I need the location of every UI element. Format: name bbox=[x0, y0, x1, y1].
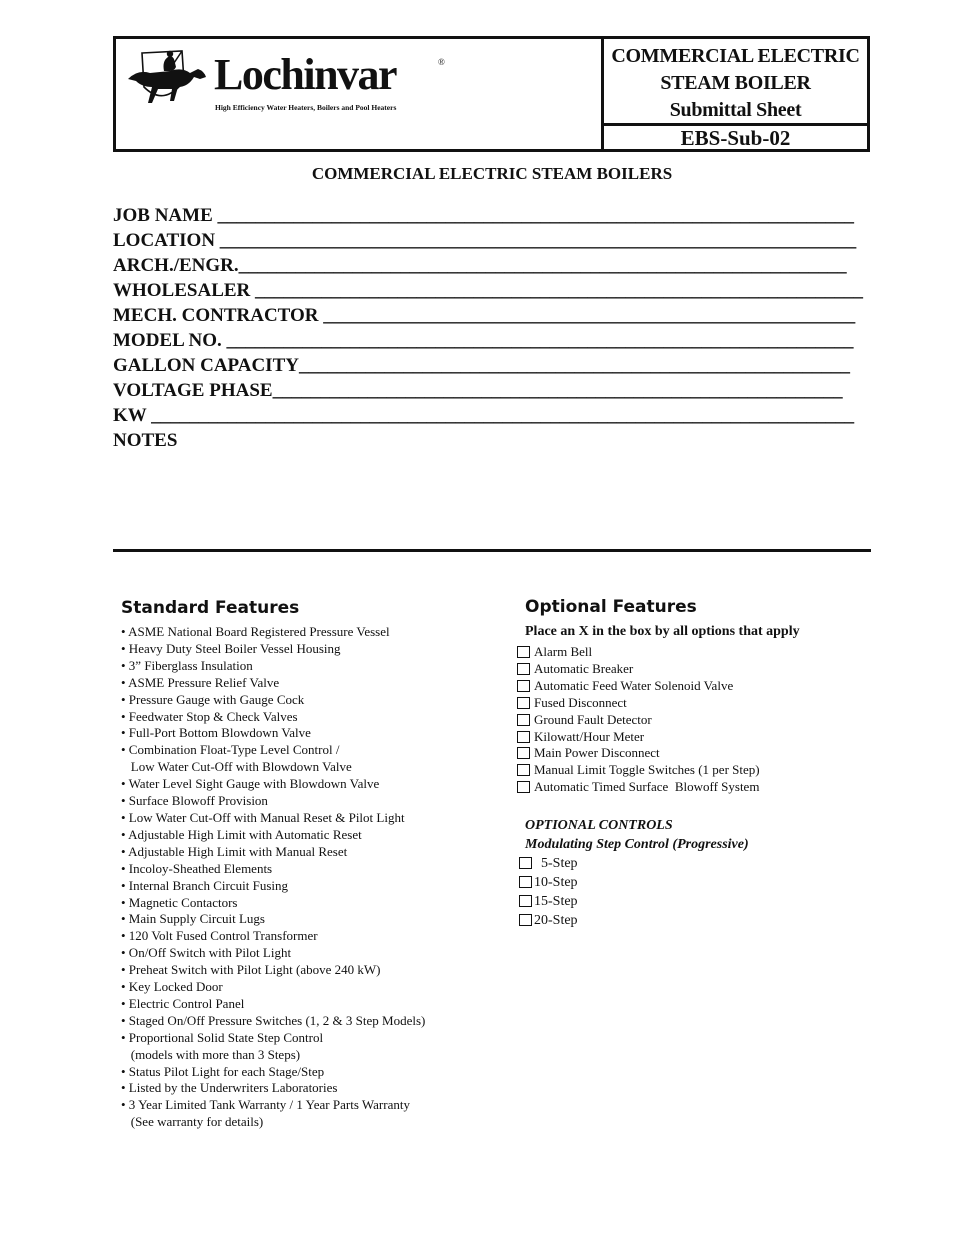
optional-controls-subtitle: Modulating Step Control (Progressive) bbox=[525, 837, 749, 852]
list-item bbox=[519, 892, 578, 911]
list-item: • Combination Float-Type Level Control / bbox=[121, 742, 340, 758]
list-item bbox=[517, 762, 760, 779]
list-item: • Staged On/Off Pressure Switches (1, 2 & 3 Step Models) bbox=[121, 1012, 426, 1028]
step-label: 15-Step bbox=[534, 894, 578, 909]
list-item: Low Water Cut-Off with Blowdown Valve bbox=[121, 759, 352, 775]
option-label: Automatic Timed Surface Blowoff System bbox=[534, 779, 760, 795]
step-checkbox[interactable] bbox=[519, 914, 532, 926]
step-control-list bbox=[519, 854, 578, 930]
field-location[interactable]: LOCATION ___________________________________________________________________ bbox=[113, 230, 857, 251]
list-item: • Feedwater Stop & Check Valves bbox=[121, 708, 298, 724]
option-label: Automatic Breaker bbox=[534, 660, 634, 676]
option-label: Manual Limit Toggle Switches (1 per Step) bbox=[534, 762, 760, 778]
list-item bbox=[517, 779, 760, 796]
list-item: • ASME Pressure Relief Valve bbox=[121, 674, 280, 690]
lochinvar-logo bbox=[124, 47, 454, 113]
option-label: Alarm Bell bbox=[534, 644, 593, 659]
step-checkbox[interactable] bbox=[519, 876, 532, 888]
option-label: Kilowatt/Hour Meter bbox=[534, 728, 645, 744]
list-item: (See warranty for details) bbox=[121, 1114, 264, 1130]
option-label: Ground Fault Detector bbox=[534, 711, 652, 727]
option-label: Fused Disconnect bbox=[534, 694, 627, 710]
field-mech-contractor[interactable]: MECH. CONTRACTOR ________________________________________________________ bbox=[113, 305, 856, 326]
title-area bbox=[601, 39, 867, 149]
list-item: • Full-Port Bottom Blowdown Valve bbox=[121, 725, 311, 741]
optional-features-title: Optional Features bbox=[525, 597, 697, 617]
option-checkbox[interactable] bbox=[517, 714, 530, 726]
brand-tagline: High Efficiency Water Heaters, Boilers and Pool Heaters bbox=[215, 103, 397, 112]
list-item: • Water Level Sight Gauge with Blowdown Valve bbox=[121, 776, 380, 792]
option-checkbox[interactable] bbox=[517, 697, 530, 709]
field-model-no[interactable]: MODEL NO. __________________________________________________________________ bbox=[113, 330, 854, 351]
optional-instructions: Place an X in the box by all options that apply bbox=[525, 624, 800, 639]
header-box bbox=[113, 36, 870, 152]
logo-area bbox=[116, 39, 601, 149]
list-item bbox=[517, 745, 760, 762]
list-item: • Heavy Duty Steel Boiler Vessel Housing bbox=[121, 640, 341, 656]
list-item bbox=[517, 644, 760, 661]
option-checkbox[interactable] bbox=[517, 731, 530, 743]
list-item bbox=[517, 712, 760, 729]
step-label: 5-Step bbox=[534, 856, 578, 871]
list-item bbox=[517, 678, 760, 695]
list-item: • Adjustable High Limit with Automatic Reset bbox=[121, 826, 362, 842]
option-label: Automatic Feed Water Solenoid Valve bbox=[534, 677, 734, 693]
list-item: • Key Locked Door bbox=[121, 979, 223, 995]
list-item: • Electric Control Panel bbox=[121, 995, 245, 1011]
option-checkbox[interactable] bbox=[517, 781, 530, 793]
list-item bbox=[517, 729, 760, 746]
list-item: • Magnetic Contactors bbox=[121, 894, 238, 910]
list-item: • 3 Year Limited Tank Warranty / 1 Year Parts Warranty bbox=[121, 1097, 410, 1113]
standard-features-title: Standard Features bbox=[121, 598, 300, 618]
list-item: • Preheat Switch with Pilot Light (above 240 kW) bbox=[121, 962, 381, 978]
field-wholesaler[interactable]: WHOLESALER ________________________________________________________________ bbox=[113, 280, 864, 301]
option-checkbox[interactable] bbox=[517, 646, 530, 658]
step-checkbox[interactable] bbox=[519, 857, 532, 869]
list-item: • Adjustable High Limit with Manual Reset bbox=[121, 843, 348, 859]
brand-wordmark: Lochinvar bbox=[214, 50, 397, 99]
field-job-name[interactable]: JOB NAME ___________________________________________________________________ bbox=[113, 205, 854, 226]
field-voltage-phase[interactable]: VOLTAGE PHASE____________________________________________________________ bbox=[113, 380, 843, 401]
field-notes-label: NOTES bbox=[113, 430, 178, 451]
list-item: • Surface Blowoff Provision bbox=[121, 793, 268, 809]
standard-features-list bbox=[121, 624, 481, 1131]
notes-divider bbox=[113, 549, 871, 552]
option-checkbox[interactable] bbox=[517, 680, 530, 692]
list-item: • Main Supply Circuit Lugs bbox=[121, 911, 265, 927]
job-info-fields bbox=[113, 203, 873, 453]
list-item: • ASME National Board Registered Pressure Vessel bbox=[121, 624, 390, 639]
option-checkbox[interactable] bbox=[517, 764, 530, 776]
step-label: 10-Step bbox=[534, 875, 578, 890]
option-checkbox[interactable] bbox=[517, 747, 530, 759]
optional-controls-title: OPTIONAL CONTROLS bbox=[525, 818, 673, 833]
list-item bbox=[519, 873, 578, 892]
page-heading: COMMERCIAL ELECTRIC STEAM BOILERS bbox=[311, 164, 673, 183]
horse-rider-icon bbox=[124, 47, 216, 113]
list-item bbox=[519, 854, 578, 873]
registered-mark: ® bbox=[438, 57, 445, 67]
title-line-1: COMMERCIAL ELECTRIC bbox=[611, 45, 860, 67]
list-item: • Pressure Gauge with Gauge Cock bbox=[121, 691, 305, 707]
list-item bbox=[517, 661, 760, 678]
list-item: • Status Pilot Light for each Stage/Step bbox=[121, 1063, 325, 1079]
step-label: 20-Step bbox=[534, 913, 578, 928]
title-line-3: Submittal Sheet bbox=[669, 99, 802, 121]
option-label: Main Power Disconnect bbox=[534, 745, 660, 761]
list-item: • On/Off Switch with Pilot Light bbox=[121, 945, 292, 961]
list-item: • Low Water Cut-Off with Manual Reset & Pilot Light bbox=[121, 809, 405, 825]
option-checkbox[interactable] bbox=[517, 663, 530, 675]
field-gallon-capacity[interactable]: GALLON CAPACITY__________________________________________________________ bbox=[113, 355, 850, 376]
optional-features-list bbox=[517, 644, 760, 796]
field-arch-engr[interactable]: ARCH./ENGR.________________________________________________________________ bbox=[113, 255, 847, 276]
list-item: (models with more than 3 Steps) bbox=[121, 1046, 301, 1062]
document-title bbox=[604, 39, 867, 123]
optional-controls bbox=[525, 816, 749, 854]
list-item bbox=[519, 911, 578, 930]
list-item: • Proportional Solid State Step Control bbox=[121, 1029, 324, 1045]
document-code: EBS-Sub-02 bbox=[604, 123, 867, 149]
list-item: • 120 Volt Fused Control Transformer bbox=[121, 928, 318, 944]
title-line-2: STEAM BOILER bbox=[660, 72, 811, 94]
step-checkbox[interactable] bbox=[519, 895, 532, 907]
field-kw[interactable]: KW __________________________________________________________________________ bbox=[113, 405, 855, 426]
list-item: • Incoloy-Sheathed Elements bbox=[121, 860, 273, 876]
list-item: • Listed by the Underwriters Laboratories bbox=[121, 1080, 338, 1096]
list-item: • Internal Branch Circuit Fusing bbox=[121, 877, 289, 893]
list-item: • 3” Fiberglass Insulation bbox=[121, 657, 253, 673]
list-item bbox=[517, 695, 760, 712]
